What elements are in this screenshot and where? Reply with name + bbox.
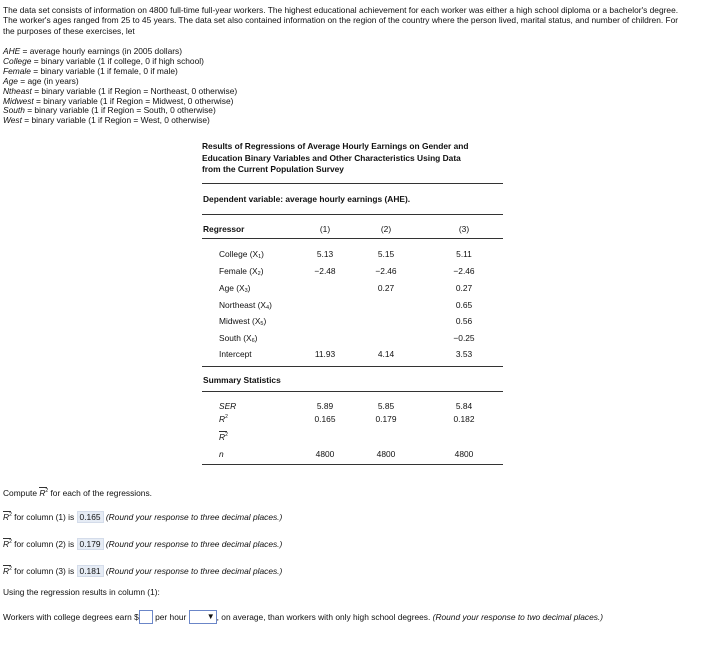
cell: −0.25: [453, 333, 475, 343]
cell: −2.46: [375, 266, 397, 276]
cell: 0.27: [455, 283, 473, 293]
row-label-college: College $(X_1)$: [219, 249, 264, 260]
round-hint: (Round your response to three decimal places.): [105, 539, 283, 549]
cell: 0.65: [455, 300, 473, 310]
definition-age: Age = age (in years): [3, 75, 79, 86]
row-label-female: Female $(X_2)$: [219, 266, 264, 277]
intro-line-1: The data set consists of information on 4800 full-time full-year workers. The highest educational achievement for each worker was either a high school diploma or a bachelor's degree.: [3, 5, 679, 15]
question-col1: $R^2$ for column (1) is 0.165 (Round your response to three decimal places.): [3, 512, 283, 522]
divider: [202, 366, 503, 367]
cell: 0.182: [453, 414, 475, 424]
r2-label: $R^2$: [219, 414, 228, 424]
divider: [202, 214, 503, 215]
cell: 5.13: [316, 249, 334, 259]
adjusted-r2-label: $R^2$: [219, 432, 228, 442]
cell: 0.56: [455, 316, 473, 326]
cell: 5.84: [455, 401, 473, 411]
n-label: n: [219, 449, 224, 459]
question-col2: $R^2$ for column (2) is 0.179 (Round your response to three decimal places.): [3, 539, 283, 549]
divider: [202, 464, 503, 465]
cell: 0.179: [375, 414, 397, 424]
table-title: Results of Regressions of Average Hourly Earnings on Gender and Education Binary Variables and Other Characteristics Using Data from the Current Population Survey: [202, 141, 469, 174]
round-hint: (Round your response to three decimal places.): [105, 512, 283, 522]
dependent-variable-label: Dependent variable: average hourly earnings (AHE).: [203, 194, 411, 204]
cell: 4800: [454, 449, 474, 459]
ser-label: SER: [219, 401, 237, 411]
cell: 5.89: [316, 401, 334, 411]
more-less-dropdown[interactable]: [189, 610, 217, 624]
cell: 0.165: [314, 414, 336, 424]
definition-south: South = binary variable (1 if Region = South, 0 otherwise): [3, 105, 216, 116]
cell: 5.11: [456, 249, 472, 259]
divider: [202, 238, 503, 239]
cell: 5.15: [377, 249, 395, 259]
cell: 4.14: [377, 349, 395, 359]
workers-question: Workers with college degrees earn $ per hour ▼ , on average, than workers with only high school degrees. (Round your response to two decimal places.): [3, 612, 604, 622]
earnings-input[interactable]: [139, 610, 153, 624]
column-header-1: (1): [319, 224, 331, 234]
intro-paragraph: [3, 5, 705, 36]
column-header-2: (2): [380, 224, 392, 234]
using-results-text: Using the regression results in column (1):: [3, 587, 160, 597]
definition-ahe: AHE = average hourly earnings (in 2005 dollars): [3, 46, 183, 56]
row-label-south: South $(X_6)$: [219, 333, 258, 344]
answer-col3[interactable]: 0.181: [77, 565, 104, 577]
cell: 5.85: [377, 401, 395, 411]
cell: 0.27: [377, 283, 395, 293]
intro-line-2: The worker's ages ranged from 25 to 45 years. The data set also contained information on the region of the country where the person lived, marital status, and number of children. For: [3, 15, 679, 26]
definition-northeast: Ntheast = binary variable (1 if Region = Northeast, 0 otherwise): [3, 85, 238, 96]
cell: 3.53: [455, 349, 473, 359]
column-header-3: (3): [458, 224, 470, 234]
answer-col1[interactable]: 0.165: [77, 511, 104, 523]
row-label-midwest: Midwest $(X_5)$: [219, 316, 267, 327]
definition-female: Female = binary variable (1 if female, 0 if male): [3, 65, 178, 76]
question-col3: $R^2$ for column (3) is 0.181 (Round your response to three decimal places.): [3, 566, 283, 576]
definition-college: College = binary variable (1 if college, 0 if high school): [3, 55, 204, 66]
cell: 4800: [376, 449, 396, 459]
regressor-header: Regressor: [203, 224, 245, 234]
intro-line-3: the purposes of these exercises, let: [3, 25, 135, 36]
divider: [202, 391, 503, 392]
variable-definitions: [3, 47, 237, 126]
compute-instruction: Compute $R^2$ for each of the regressions.: [3, 488, 152, 498]
summary-statistics-label: Summary Statistics: [203, 375, 281, 385]
round-hint-two: (Round your response to two decimal places.): [432, 612, 604, 622]
row-label-northeast: Northeast $(X_4)$: [219, 300, 272, 311]
answer-col2[interactable]: 0.179: [77, 538, 104, 550]
row-label-age: Age $(X_3)$: [219, 283, 251, 294]
cell: −2.46: [453, 266, 475, 276]
row-label-intercept: Intercept: [219, 349, 252, 359]
definition-midwest: Midwest = binary variable (1 if Region = Midwest, 0 otherwise): [3, 95, 234, 106]
cell: 11.93: [314, 349, 336, 359]
definition-west: West = binary variable (1 if Region = West, 0 otherwise): [3, 115, 210, 126]
round-hint: (Round your response to three decimal places.): [105, 566, 283, 576]
dropdown-arrow-icon: ▼: [206, 612, 215, 621]
divider: [202, 183, 503, 184]
cell: −2.48: [314, 266, 336, 276]
cell: 4800: [315, 449, 335, 459]
